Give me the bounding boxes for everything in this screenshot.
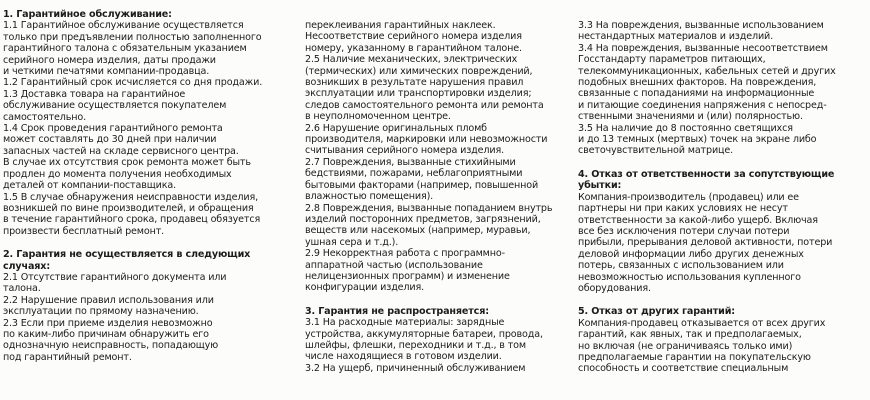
text-line: влажностью помещения).: [305, 191, 434, 203]
column-right: [578, 20, 870, 375]
text-line: но включая (не ограничиваясь только ими): [578, 340, 793, 352]
text-line: серийного номера изделия, даты продажи: [3, 54, 216, 66]
section-heading: [3, 9, 290, 20]
text-line: самостоятельно.: [3, 111, 86, 123]
text-line: переклеивания гарантийных наклеек.: [305, 20, 496, 31]
text-line: бытовыми факторами (например, повышенной: [305, 179, 539, 191]
text-line: числе находящиеся в готовом изделии.: [305, 351, 502, 363]
text-line: 1.3 Доставка товара на гарантийное: [3, 88, 186, 100]
text-line: телекоммуникационных, кабельных сетей и других: [578, 65, 836, 77]
text-line: 2.3 Если при приеме изделия невозможно: [3, 317, 213, 329]
text-line: (термических) или химических повреждений,: [305, 65, 533, 77]
paragraph: [578, 20, 870, 43]
text-line: невозможностью использования купленного: [578, 271, 801, 283]
text-line: в течение гарантийного срока, продавец обязуется: [3, 214, 261, 226]
paragraph: [305, 317, 550, 374]
heading-line: 3. Гарантия не распространяется:: [305, 305, 489, 317]
text-line: бедствиями, пожарами, неблагоприятными: [305, 168, 523, 180]
text-line: обслуживание осуществляется покупателем: [3, 100, 227, 112]
paragraph: [305, 54, 550, 122]
text-line: 2.6 Нарушение оригинальных пломб: [305, 122, 487, 134]
text-line: по каким-либо причинам обнаружить его: [3, 328, 209, 340]
text-line: следов самостоятельного ремонта или ремонта: [305, 99, 544, 111]
text-line: 3.3 На повреждения, вызванные использованием: [578, 20, 824, 31]
paragraph: [3, 318, 290, 364]
text-line: 1.5 В случае обнаружения неисправности изделия,: [3, 191, 258, 203]
text-line: способность и соответствие специальным: [578, 363, 789, 375]
text-line: однозначную неисправность, попадающую: [3, 340, 219, 352]
text-line: 2.8 Повреждения, вызванные попаданием внутрь: [305, 202, 553, 214]
text-line: Компания-продавец отказывается от всех других: [578, 317, 826, 329]
section-gap: [578, 157, 870, 163]
text-line: только при предъявлении полностью заполненного: [3, 31, 262, 43]
text-line: конфигурации изделия.: [305, 282, 425, 294]
text-line: продлен до момента получения необходимых: [3, 168, 232, 180]
text-line: 3.1 На расходные материалы: зарядные: [305, 317, 505, 329]
text-line: под гарантийный ремонт.: [3, 351, 132, 363]
text-line: возникших в результате нарушения правил: [305, 77, 524, 89]
text-line: и четкими печатями компании-продавца.: [3, 66, 210, 78]
text-line: 1.1 Гарантийное обслуживание осуществляется: [3, 20, 244, 32]
text-line: партнеры ни при каких условиях не несут: [578, 203, 788, 215]
text-line: ственными значениями и (или) полярностью.: [578, 111, 803, 123]
text-line: Несоответствие серийного номера изделия: [305, 31, 522, 43]
text-line: 2.9 Некорректная работа с программно-: [305, 248, 505, 260]
text-line: ответственности за какой-либо ущерб. Включая: [578, 214, 818, 226]
paragraph: [305, 157, 550, 203]
text-line: считывания серийного номера изделия.: [305, 145, 505, 157]
text-line: 2.1 Отсутствие гарантийного документа или: [3, 271, 227, 283]
text-line: гарантий, как явных, так и предполагаемых,: [578, 329, 802, 341]
text-line: 3.5 На наличие до 8 постоянно светящихся: [578, 122, 793, 134]
heading-line: случаях:: [3, 260, 51, 272]
text-line: 3.2 На ущерб, причиненный обслуживанием: [305, 362, 526, 374]
paragraph: [578, 192, 870, 295]
text-line: предполагаемые гарантии на покупательскую: [578, 351, 811, 363]
text-line: светочувствительной матрице.: [578, 145, 734, 157]
section-heading: [3, 249, 290, 272]
text-line: возникшей по вине производителей, и обращения: [3, 202, 254, 214]
heading-line: 2. Гарантия не осуществляется в следующих: [3, 249, 251, 261]
text-line: произвести бесплатный ремонт.: [3, 225, 165, 237]
text-line: устройства, аккумуляторные батареи, провода,: [305, 328, 543, 340]
text-line: запасных частей на складе сервисного центра.: [3, 145, 239, 157]
text-line: подобных внешних факторов. На повреждения,: [578, 77, 817, 89]
text-line: и до 13 темных (мертвых) точек на экране либо: [578, 134, 817, 146]
paragraph: [3, 192, 290, 238]
text-line: 3.4 На повреждения, вызванные несоответствием: [578, 42, 828, 54]
text-line: шлейфы, флешки, переходники и т.д., в том: [305, 339, 526, 351]
paragraph: [3, 77, 290, 88]
paragraph: [3, 123, 290, 191]
text-line: и питающие соединения напряжения с непосред-: [578, 99, 827, 111]
text-line: талона.: [3, 283, 41, 295]
paragraph: [578, 123, 870, 157]
paragraph: [305, 248, 550, 294]
heading-line: 5. Отказ от других гарантий:: [578, 306, 735, 318]
section-heading: [305, 306, 550, 317]
text-line: ушная сера и т.д.).: [305, 236, 399, 248]
section-gap: [578, 294, 870, 300]
text-line: деталей от компании-поставщика.: [3, 180, 176, 192]
text-line: производителя, маркировки или невозможности: [305, 134, 548, 146]
text-line: может составлять до 30 дней при наличии: [3, 134, 217, 146]
paragraph: [3, 295, 290, 318]
text-line: эксплуатации по прямому назначению.: [3, 306, 199, 318]
paragraph: [3, 20, 290, 77]
paragraph: [3, 89, 290, 123]
text-line: 2.5 Наличие механических, электрических: [305, 54, 518, 66]
text-line: Госстандарту параметров питающих,: [578, 54, 766, 66]
text-line: потерь, связанных с использованием или: [578, 260, 784, 272]
paragraph: [578, 318, 870, 375]
section-gap: [3, 237, 290, 243]
text-line: 1.4 Срок проведения гарантийного ремонта: [3, 123, 223, 135]
column-left: [3, 9, 290, 363]
text-line: 1.2 Гарантийный срок исчисляется со дня продажи.: [3, 77, 263, 89]
text-line: деловой информации либо других денежных: [578, 248, 804, 260]
section-heading: [578, 306, 870, 317]
text-line: гарантийного талона с обязательным указанием: [3, 43, 247, 55]
text-line: аппаратной частью (использование: [305, 259, 483, 271]
text-line: эксплуатации или транспортировки изделия;: [305, 88, 532, 100]
paragraph: [3, 272, 290, 295]
text-line: В случае их отсутствия срок ремонта может быть: [3, 157, 251, 169]
text-line: изделий посторонних предметов, загрязнений,: [305, 213, 541, 225]
text-line: в неуполномоченном центре.: [305, 111, 451, 123]
text-line: все без исключения потери случаи потери: [578, 225, 790, 237]
text-line: оборудования.: [578, 282, 651, 294]
paragraph: [305, 20, 550, 54]
paragraph: [578, 43, 870, 123]
section-gap: [305, 294, 550, 300]
heading-line: убытки:: [578, 180, 622, 192]
text-line: прибыли, прерывания деловой активности, потери: [578, 237, 833, 249]
text-line: связанные с попаданиями на информационные: [578, 88, 815, 100]
text-line: нестандартных материалов и изделий.: [578, 31, 774, 43]
text-line: 2.2 Нарушение правил использования или: [3, 294, 214, 306]
text-line: 2.7 Повреждения, вызванные стихийными: [305, 156, 516, 168]
column-middle: [305, 20, 553, 374]
heading-line: 4. Отказ от ответственности за сопутствующие: [578, 168, 835, 180]
text-line: нелицензионных программ) и изменение: [305, 270, 510, 282]
paragraph: [305, 202, 553, 249]
section-heading: [578, 169, 870, 192]
text-line: номеру, указанному в гарантийном талоне.: [305, 42, 522, 54]
heading-line: 1. Гарантийное обслуживание:: [3, 9, 172, 20]
paragraph: [305, 123, 550, 157]
text-line: веществ или насекомых (например, муравьи,: [305, 225, 531, 237]
text-line: Компания-производитель (продавец) или ее: [578, 191, 799, 203]
